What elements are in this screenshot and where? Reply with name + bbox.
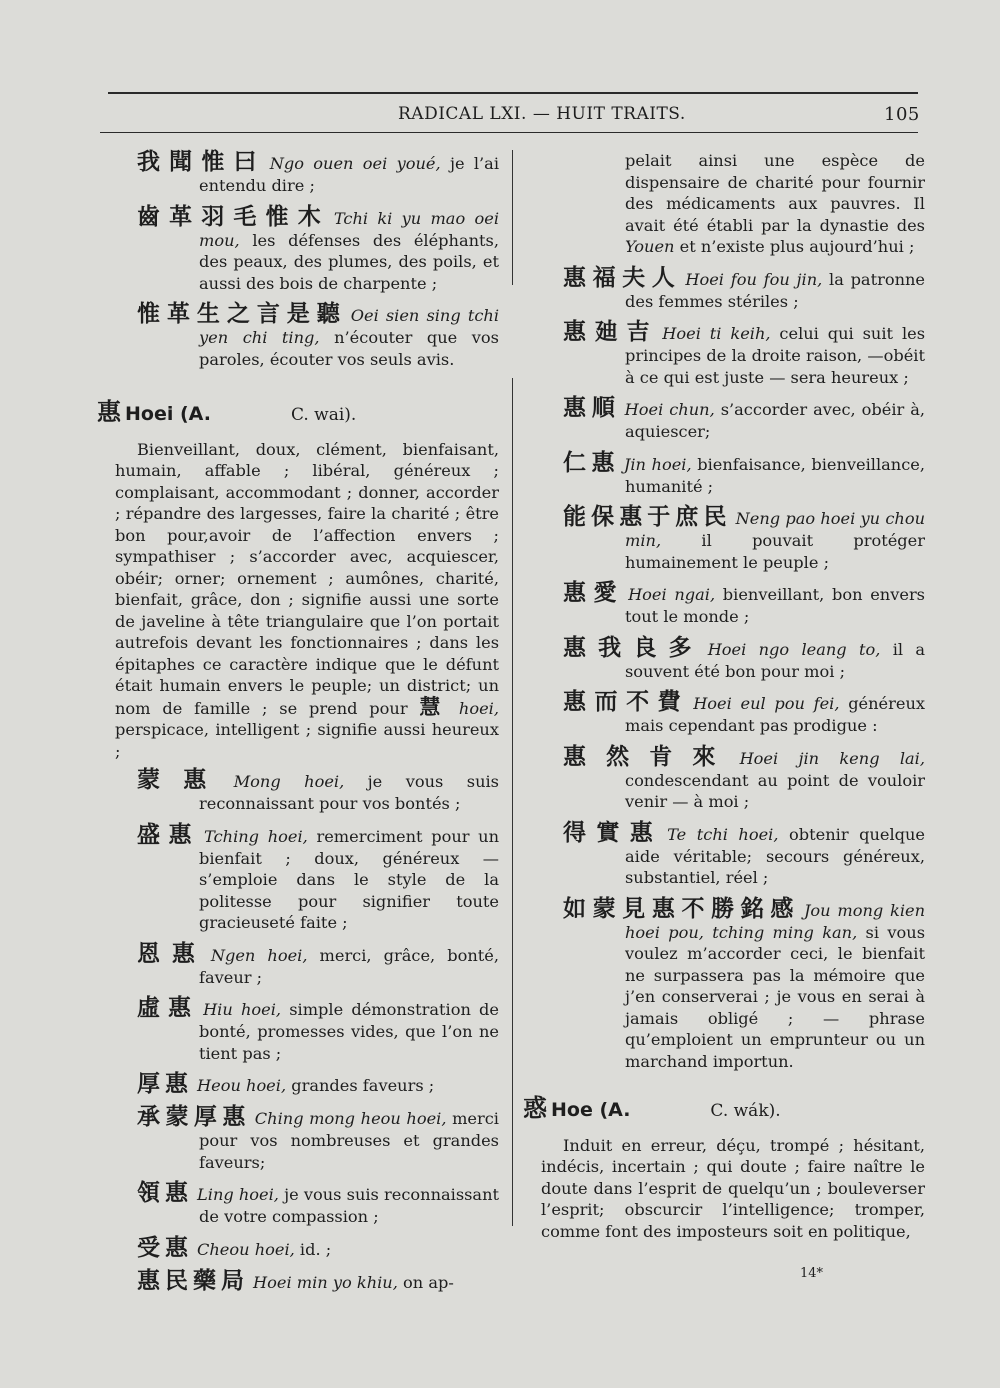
column-divider bbox=[512, 378, 513, 1226]
entry-definition: remerciment pour un bienfait ; doux, généreux — s’emploie dans le style de la politesse pour signifier toute gracieuseté faite ; bbox=[199, 826, 500, 932]
entry-definition: je l’ai entendu dire ; bbox=[199, 154, 500, 195]
dictionary-entry bbox=[563, 690, 925, 737]
entry-chinese: 惟革生之言是聽 bbox=[137, 301, 347, 327]
entry-romanization: Jou mong kien hoei pou, tching ming kan, bbox=[625, 900, 925, 942]
dictionary-entry bbox=[563, 266, 925, 313]
entry-romanization: Heou hoei, bbox=[197, 1076, 287, 1095]
entry-chinese: 惠廸吉 bbox=[563, 319, 659, 345]
entry-romanization: Oei sien sing tchi yen chi ting, bbox=[199, 306, 499, 347]
dictionary-entry bbox=[137, 996, 499, 1064]
entry-definition: simple démonstration de bonté, promesses vides, que l’on ne tient pas ; bbox=[199, 1000, 499, 1063]
dictionary-entry bbox=[563, 581, 925, 628]
entry-romanization: Hoei ngai, bbox=[628, 585, 716, 604]
entry-definition: les défenses des éléphants, des peaux, des plumes, des poils, et aussi des bois de charpente ; bbox=[199, 230, 499, 293]
dictionary-entry bbox=[137, 205, 499, 295]
definition-paragraph: Bienveillant, doux, clément, bienfaisant, humain, affable ; libéral, généreux ; complaisant, accommodant ; donner, accorder ; répandre des largesses, faire la charité ; être bon pour,avoir de l’affection envers ; sympathiser ; s’accorder avec, acquiescer, obéir; orner; ornement ; aumônes, charité, bienfait, grâce, don ; signifie aussi une sorte de javeline à tête triangulaire que l’on portait autrefois devant les fonctionnaires ; dans les épitaphes ce caractère indique que le défunt était humain envers le peuple; un district; un nom de famille ; se prend pour 慧 hoei, perspicace, intelligent ; signifie aussi heureux ; bbox=[115, 439, 499, 761]
entry-definition: il a souvent été bon pour moi ; bbox=[625, 639, 926, 681]
entry-chinese: 能保惠于庶民 bbox=[563, 504, 732, 530]
entry-romanization: Ling hoei, bbox=[197, 1185, 279, 1204]
entry-definition: id. ; bbox=[294, 1239, 332, 1259]
entry-definition: obtenir quelque aide véritable; secours généreux, substantiel, réel ; bbox=[625, 824, 925, 887]
entry-definition: si vous voulez m’accorder ceci, le bienfait ne surpassera pas la mémoire que j’en conserverai ; je vous en serai à jamais obligé ; — phrase qu’emploient un emprunteur ou un marchand importun. bbox=[625, 922, 925, 1071]
dictionary-entry bbox=[137, 302, 499, 370]
header-top-rule bbox=[108, 92, 918, 94]
entry-romanization: Hoei eul pou fei, bbox=[693, 694, 840, 713]
entry-definition: condescendant au point de vouloir venir — à moi ; bbox=[625, 770, 925, 811]
definition-paragraph: Induit en erreur, déçu, trompé ; hésitant, indécis, incertain ; qui doute ; faire naître le doute dans l’esprit de quelqu’un ; bouleverser l’esprit; obscurcir l’intelligence; tromper, comme font des imposteurs soit en politique, bbox=[541, 1135, 925, 1241]
entry-chinese: 惠民藥局 bbox=[137, 1267, 249, 1294]
dictionary-entry bbox=[563, 505, 925, 573]
dictionary-entry bbox=[137, 823, 499, 934]
dictionary-entry bbox=[563, 396, 925, 443]
entry-chinese: 恩惠 bbox=[137, 940, 207, 967]
entry-chinese: 承蒙厚惠 bbox=[137, 1104, 251, 1130]
entry-definition: généreux mais cependant pas prodigue : bbox=[625, 694, 926, 735]
entry-romanization: Hoei jin keng lai, bbox=[739, 748, 925, 768]
dictionary-entry bbox=[137, 942, 499, 989]
entry-romanization: Jin hoei, bbox=[623, 454, 692, 474]
entry-romanization: Ching mong heou hoei, bbox=[254, 1109, 447, 1128]
header-bottom-rule bbox=[100, 132, 918, 133]
entry-romanization: Hiu hoei, bbox=[203, 1000, 282, 1019]
running-head: RADICAL LXI. — HUIT TRAITS. bbox=[398, 104, 686, 124]
entry-chinese: 惠而不費 bbox=[563, 689, 690, 715]
page-number: 105 bbox=[884, 104, 920, 125]
entry-heading-hoe bbox=[523, 1094, 925, 1123]
entry-romanization: Hoei fou fou jin, bbox=[685, 269, 823, 289]
entry-romanization: Hoei min yo khiu, bbox=[253, 1272, 398, 1292]
entry-chinese: 我聞惟曰 bbox=[137, 149, 266, 175]
signature-mark: 14* bbox=[800, 1266, 824, 1281]
dictionary-entry bbox=[137, 768, 499, 815]
entry-chinese: 惠福夫人 bbox=[563, 264, 682, 291]
entry-definition: celui qui suit les principes de la droite raison, —obéit à ce qui est juste — sera heureux ; bbox=[625, 324, 926, 387]
continued-definition: pelait ainsi une espèce de dispensaire de charité pour fournir des médicaments aux pauvres. Il avait été établi par la dynastie des Youen et n’existe plus aujourd’hui ; bbox=[625, 151, 925, 256]
dictionary-entry bbox=[563, 320, 925, 388]
entry-chinese: 如蒙見惠不勝銘感 bbox=[563, 895, 800, 922]
dictionary-entry bbox=[563, 821, 925, 889]
dictionary-entry bbox=[563, 451, 925, 498]
entry-romanization: Te tchi hoei, bbox=[667, 824, 779, 844]
entry-definition: il pouvait protéger humainement le peuple ; bbox=[625, 531, 925, 572]
entry-chinese: 領惠 bbox=[137, 1180, 194, 1206]
entry-heading-hoei bbox=[97, 398, 499, 427]
entry-chinese: 盛惠 bbox=[137, 821, 201, 848]
heading-character: 惠 bbox=[97, 398, 121, 426]
entry-definition: la patronne des femmes stériles ; bbox=[625, 269, 926, 311]
entry-definition: on ap- bbox=[397, 1272, 454, 1292]
right-compound-entries bbox=[563, 266, 925, 1073]
entry-chinese: 惠順 bbox=[563, 395, 621, 421]
entry-chinese: 得實惠 bbox=[563, 819, 664, 846]
variant-character: 慧 bbox=[419, 694, 448, 719]
dictionary-entry bbox=[563, 636, 925, 683]
entry-definition: grandes faveurs ; bbox=[286, 1076, 435, 1095]
entry-romanization: Hoei ngo leang to, bbox=[707, 639, 881, 659]
entry-romanization: Hoei chun, bbox=[624, 400, 715, 419]
entry-romanization: Tchi ki yu mao oei mou, bbox=[199, 208, 499, 250]
entry-romanization: Neng pao hoei yu chou min, bbox=[625, 509, 925, 550]
left-compound-entries bbox=[137, 768, 499, 1294]
entry-definition: s’accorder avec, obéir à, aquiescer; bbox=[625, 400, 925, 441]
dictionary-entry bbox=[137, 1269, 499, 1294]
left-column bbox=[97, 149, 500, 1302]
entry-definition: merci pour vos nombreuses et grandes faveurs; bbox=[199, 1109, 499, 1172]
dictionary-entry bbox=[137, 1072, 499, 1097]
heading-character: 惑 bbox=[523, 1094, 547, 1122]
heading-cantonese: C. wai). bbox=[290, 405, 357, 425]
heading-word: Hoe (A. bbox=[551, 1099, 631, 1121]
column-divider bbox=[512, 150, 513, 285]
entry-romanization: Mong hoei, bbox=[233, 772, 345, 791]
entry-definition: je vous suis reconnaissant pour vos bontés ; bbox=[199, 772, 499, 813]
dictionary-entry bbox=[563, 897, 925, 1073]
right-column bbox=[523, 150, 926, 1248]
entry-chinese: 惠愛 bbox=[563, 580, 625, 606]
entry-definition: bienveillant, bon envers tout le monde ; bbox=[625, 585, 925, 626]
entry-chinese: 受惠 bbox=[137, 1234, 193, 1261]
entry-romanization: Ngen hoei, bbox=[210, 945, 308, 965]
entry-romanization: Hoei ti keih, bbox=[662, 324, 771, 343]
entry-romanization: Cheou hoei, bbox=[197, 1239, 295, 1259]
entry-chinese: 惠我良多 bbox=[563, 634, 704, 661]
entry-chinese: 仁惠 bbox=[563, 449, 620, 476]
entry-definition: je vous suis reconnaissant de votre compassion ; bbox=[199, 1185, 500, 1226]
entry-definition: n’écouter que vos paroles, écouter vos seuls avis. bbox=[199, 328, 499, 369]
dictionary-entry bbox=[137, 1181, 499, 1228]
heading-cantonese: C. wák). bbox=[710, 1101, 781, 1121]
dictionary-entry bbox=[137, 1236, 499, 1261]
entry-definition: merci, grâce, bonté, faveur ; bbox=[199, 945, 499, 987]
entry-chinese: 齒革羽毛惟木 bbox=[137, 203, 330, 230]
dictionary-entry bbox=[563, 745, 925, 813]
entry-romanization: Ngo ouen oei youé, bbox=[269, 154, 441, 173]
left-top-entries bbox=[137, 150, 499, 370]
dictionary-entry bbox=[137, 150, 499, 197]
entry-romanization: Tching hoei, bbox=[204, 826, 308, 846]
dictionary-entry bbox=[137, 1105, 499, 1173]
entry-definition: bienfaisance, bienveillance, humanité ; bbox=[625, 454, 925, 496]
entry-chinese: 蒙惠 bbox=[137, 767, 230, 793]
entry-chinese: 厚惠 bbox=[137, 1071, 193, 1097]
entry-chinese: 虛惠 bbox=[137, 995, 200, 1021]
heading-word: Hoei (A. bbox=[125, 403, 211, 425]
entry-chinese: 惠然肯來 bbox=[563, 743, 736, 770]
